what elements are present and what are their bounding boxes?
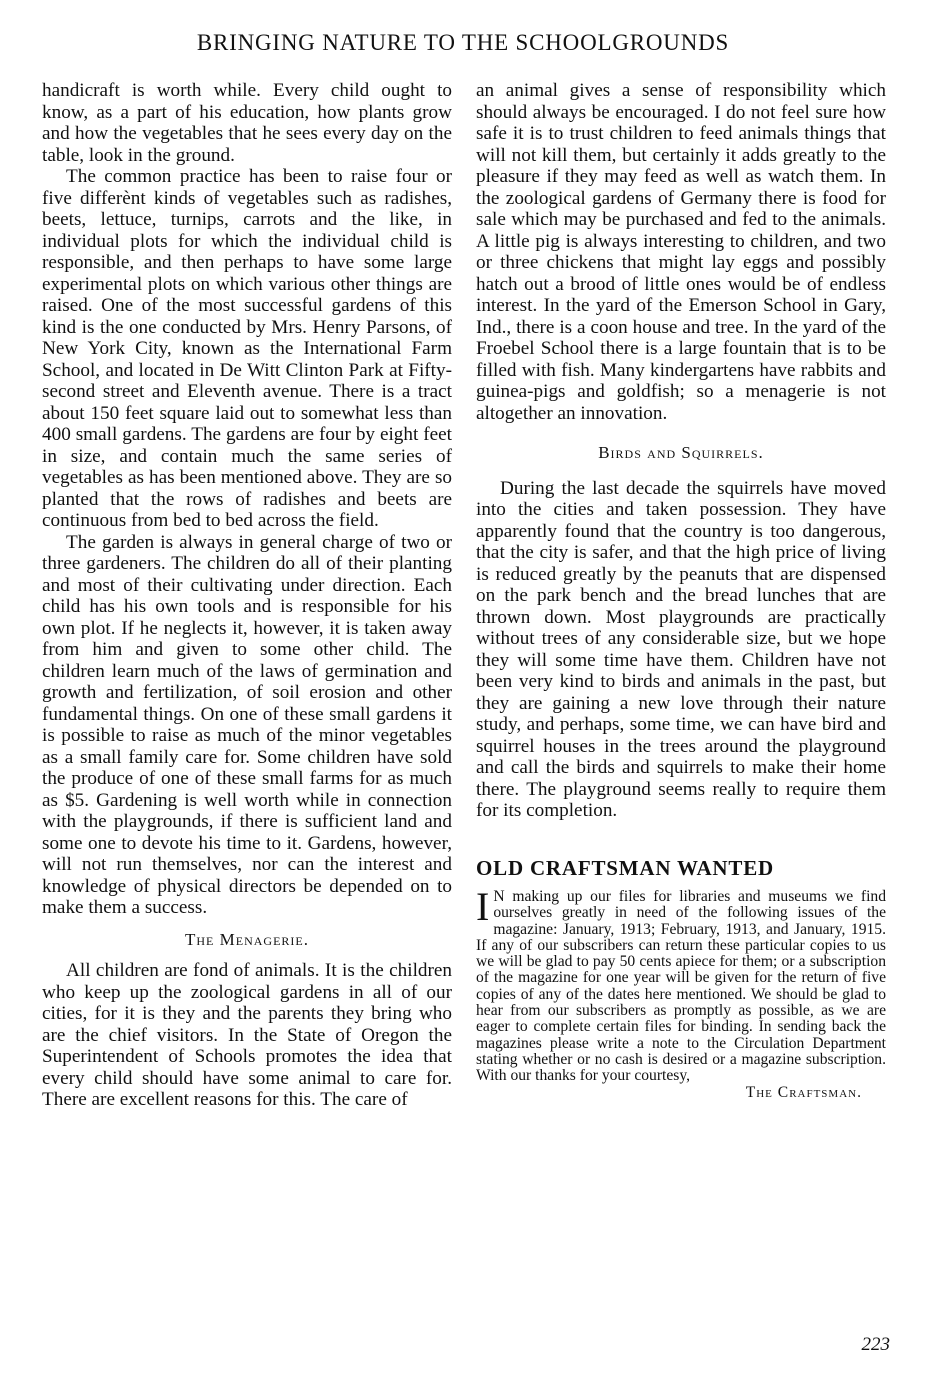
paragraph-common-practice: The common practice has been to raise four or five differènt kinds of vegetables such as radishes, beets, lettuce, turnips, carrots and the like, in individual plots for which the individual child is responsible, and then perhaps to have some large experimental plots on which various other things are raised. One of the most successful gardens of this kind is the one conducted by Mrs. Henry Parsons, of New York City, known as the International Farm School, and located in De Witt Clinton Park at Fifty-second street and Eleventh avenue. There is a tract about 150 feet square laid out to somewhat less than 400 small gardens. The gardens are four by eight feet in size, and contain much the same series of vegetables as has been mentioned above. They are so planted that the rows of radishes and beets are continuous from bed to bed across the field. (42, 166, 452, 531)
notice-body (476, 884, 886, 1085)
notice-title: OLD CRAFTSMAN WANTED (476, 855, 774, 880)
paragraph-garden-charge: The garden is always in general charge of two or three gardeners. The children do all of their planting and most of their cultivating under direction. Each child has his own tools and is responsible for his own plot. If he neglects it, however, it is taken away from him and given to some other child. The children learn much of the laws of germination and growth and fertilization, of soil erosion and other fundamental things. On one of these small gardens it is possible to raise as much of the minor vegetables as a small family care for. Some children have sold the produce of one of these small farms for as much as $5. Gardening is well worth while in connection with the playgrounds, if there is sufficient land and some one to devote his time to it. Gardens, however, will not run themselves, nor can the interest and knowledge of physical directors be depended on to make them a success. (42, 531, 452, 918)
notice-signature: The Craftsman. (745, 1083, 862, 1101)
drop-cap: I (476, 884, 490, 929)
paragraph-animals: All children are fond of animals. It is the children who keep up the zoological gardens in all of our cities, for it is they and the parents they bring who are the chief visitors. In the State of Oregon the Superintendent of Schools promotes the idea that every child should have some animal to care for. There are excellent reasons for this. The care of (42, 960, 452, 1110)
right-column (476, 80, 886, 1101)
paragraph-squirrels: During the last decade the squirrels have moved into the cities and taken possession. They have apparently found that the country is too dangerous, that the city is safer, and that the high price of living is reduced greatly by the peanuts that are dispensed on the park bench and the bread lunches that are thrown down. Most playgrounds are practically without trees of any considerable size, but we hope they will some time have them. Children have not been very kind to birds and animals in the past, but they are gaining a new love through their nature study, and perhaps, some time, we can have bird and squirrel houses in the trees around the playground and call the birds and squirrels to make their home there. The playground seems really to require them for its completion. (476, 477, 886, 821)
subhead-menagerie: The Menagerie. (185, 929, 309, 949)
left-column (42, 80, 452, 1111)
running-head: BRINGING NATURE TO THE SCHOOLGROUNDS (196, 30, 730, 55)
paragraph-continued: handicraft is worth while. Every child ought to know, as a part of his education, how plants grow and how the vegetables that he sees every day on the table, look in the ground. (42, 80, 452, 166)
notice-text: N making up our files for libraries and museums we find ourselves greatly in need of the following issues of the magazine: January, 1913; February, 1913, and January, 1915. If any of our subscribers can return these particular copies to us we will be glad to pay 50 cents apiece for them; or a subscription of the magazine for one year will be given for the return of five copies of any of the dates here mentioned. We should be glad to hear from our subscribers as promptly as possible, as we are eager to complete certain files for binding. In sending back the magazines please write a note to the Circulation Department stating whether or no cash is desired or a magazine subscription. With our thanks for your courtesy, (476, 888, 886, 1085)
paragraph-animal-responsibility: an animal gives a sense of responsibility which should always be encouraged. I do not feel sure how safe it is to trust children to feed animals things that will not kill them, but certainly it adds greatly to the pleasure if they may feed as well as watch them. In the zoological gardens of Germany there is food for sale which may be purchased and fed to the animals. A little pig is always interesting to children, and two or three chickens that might lay eggs and possibly hatch out a brood of little ones would be of endless interest. In the yard of the Emerson School in Gary, Ind., there is a coon house and tree. In the yard of the Froebel School there is a large fountain that is to be filled with fish. Many kindergartens have rabbits and guinea-pigs and goldfish; so a menagerie is not altogether an innovation. (476, 80, 886, 424)
page-number: 223 (861, 1334, 890, 1355)
subhead-birds-squirrels: Birds and Squirrels. (598, 443, 764, 462)
